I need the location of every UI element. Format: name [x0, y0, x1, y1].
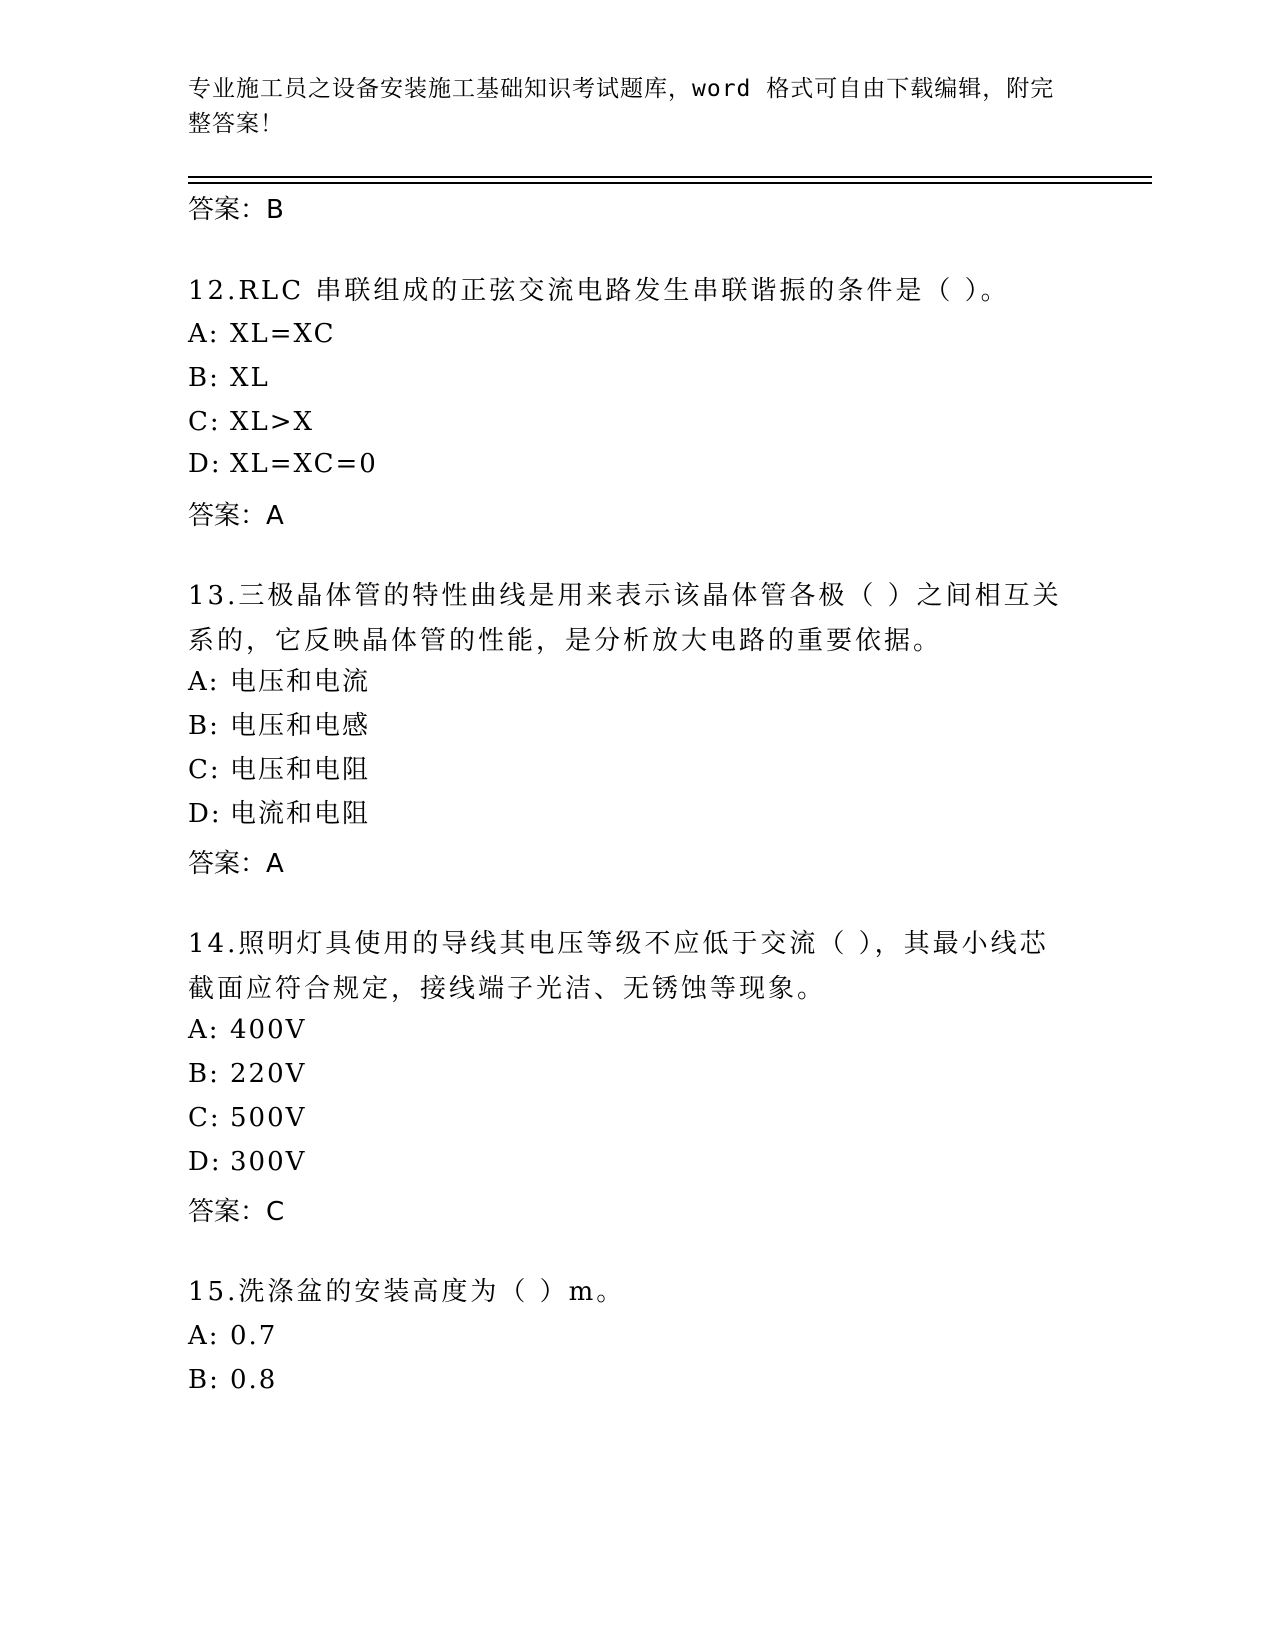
option-text: 300V — [230, 1147, 307, 1177]
question-15-option-b — [188, 1362, 277, 1398]
question-13-option-a — [188, 664, 370, 700]
option-text: XL>X — [230, 407, 315, 437]
option-key: B: — [188, 711, 220, 741]
question-12-option-a — [188, 316, 336, 352]
question-12-option-d — [188, 446, 378, 482]
option-key: D: — [188, 1147, 222, 1177]
option-text: 电压和电流 — [230, 667, 371, 697]
question-14-option-a — [188, 1012, 306, 1048]
question-15-option-a — [188, 1318, 277, 1354]
answer-13: 答案：A — [188, 849, 284, 879]
option-text: 220V — [230, 1059, 307, 1089]
option-text: XL=XC=0 — [230, 449, 378, 479]
question-13-option-c — [188, 752, 370, 788]
option-key: D: — [188, 799, 222, 829]
question-14-option-b — [188, 1056, 306, 1092]
option-key: B: — [188, 1059, 220, 1089]
option-key: A: — [188, 667, 220, 697]
question-13-option-d — [188, 796, 370, 832]
option-key: B: — [188, 1365, 220, 1395]
option-key: C: — [188, 1103, 221, 1133]
question-15-text: 15.洗涤盆的安装高度为（ ）m。 — [188, 1277, 626, 1307]
option-text: XL=XC — [230, 319, 336, 349]
option-text: 电压和电阻 — [230, 755, 371, 785]
option-text: 电压和电感 — [230, 711, 371, 741]
document-header: 专业施工员之设备安装施工基础知识考试题库，word 格式可自由下载编辑，附完整答案！ — [188, 76, 1055, 137]
question-12-text: 12.RLC 串联组成的正弦交流电路发生串联谐振的条件是（ ）。 — [188, 276, 1010, 306]
option-text: XL — [230, 363, 270, 393]
option-text: 400V — [230, 1015, 307, 1045]
question-12-option-c — [188, 404, 314, 440]
option-text: 500V — [230, 1103, 307, 1133]
answer-14: 答案：C — [188, 1197, 285, 1227]
option-text: 0.7 — [230, 1321, 278, 1351]
option-key: A: — [188, 319, 220, 349]
answer-11: 答案：B — [188, 195, 284, 225]
question-13-option-b — [188, 708, 370, 744]
option-key: A: — [188, 1015, 220, 1045]
header-rule-bottom — [188, 182, 1152, 184]
option-key: C: — [188, 407, 221, 437]
option-key: A: — [188, 1321, 220, 1351]
answer-12: 答案：A — [188, 501, 284, 531]
option-text: 电流和电阻 — [230, 799, 371, 829]
option-key: D: — [188, 449, 222, 479]
question-14-option-d — [188, 1144, 306, 1180]
question-13-text: 13.三极晶体管的特性曲线是用来表示该晶体管各极（ ）之间相互关系的，它反映晶体管的性能，是分析放大电路的重要依据。 — [188, 581, 1062, 656]
header-rule-top — [188, 176, 1152, 178]
question-14-option-c — [188, 1100, 306, 1136]
option-key: B: — [188, 363, 220, 393]
option-text: 0.8 — [230, 1365, 278, 1395]
option-key: C: — [188, 755, 221, 785]
question-12-option-b — [188, 360, 270, 396]
question-14-text: 14.照明灯具使用的导线其电压等级不应低于交流（ ），其最小线芯截面应符合规定，接线端子光洁、无锈蚀等现象。 — [188, 929, 1049, 1004]
